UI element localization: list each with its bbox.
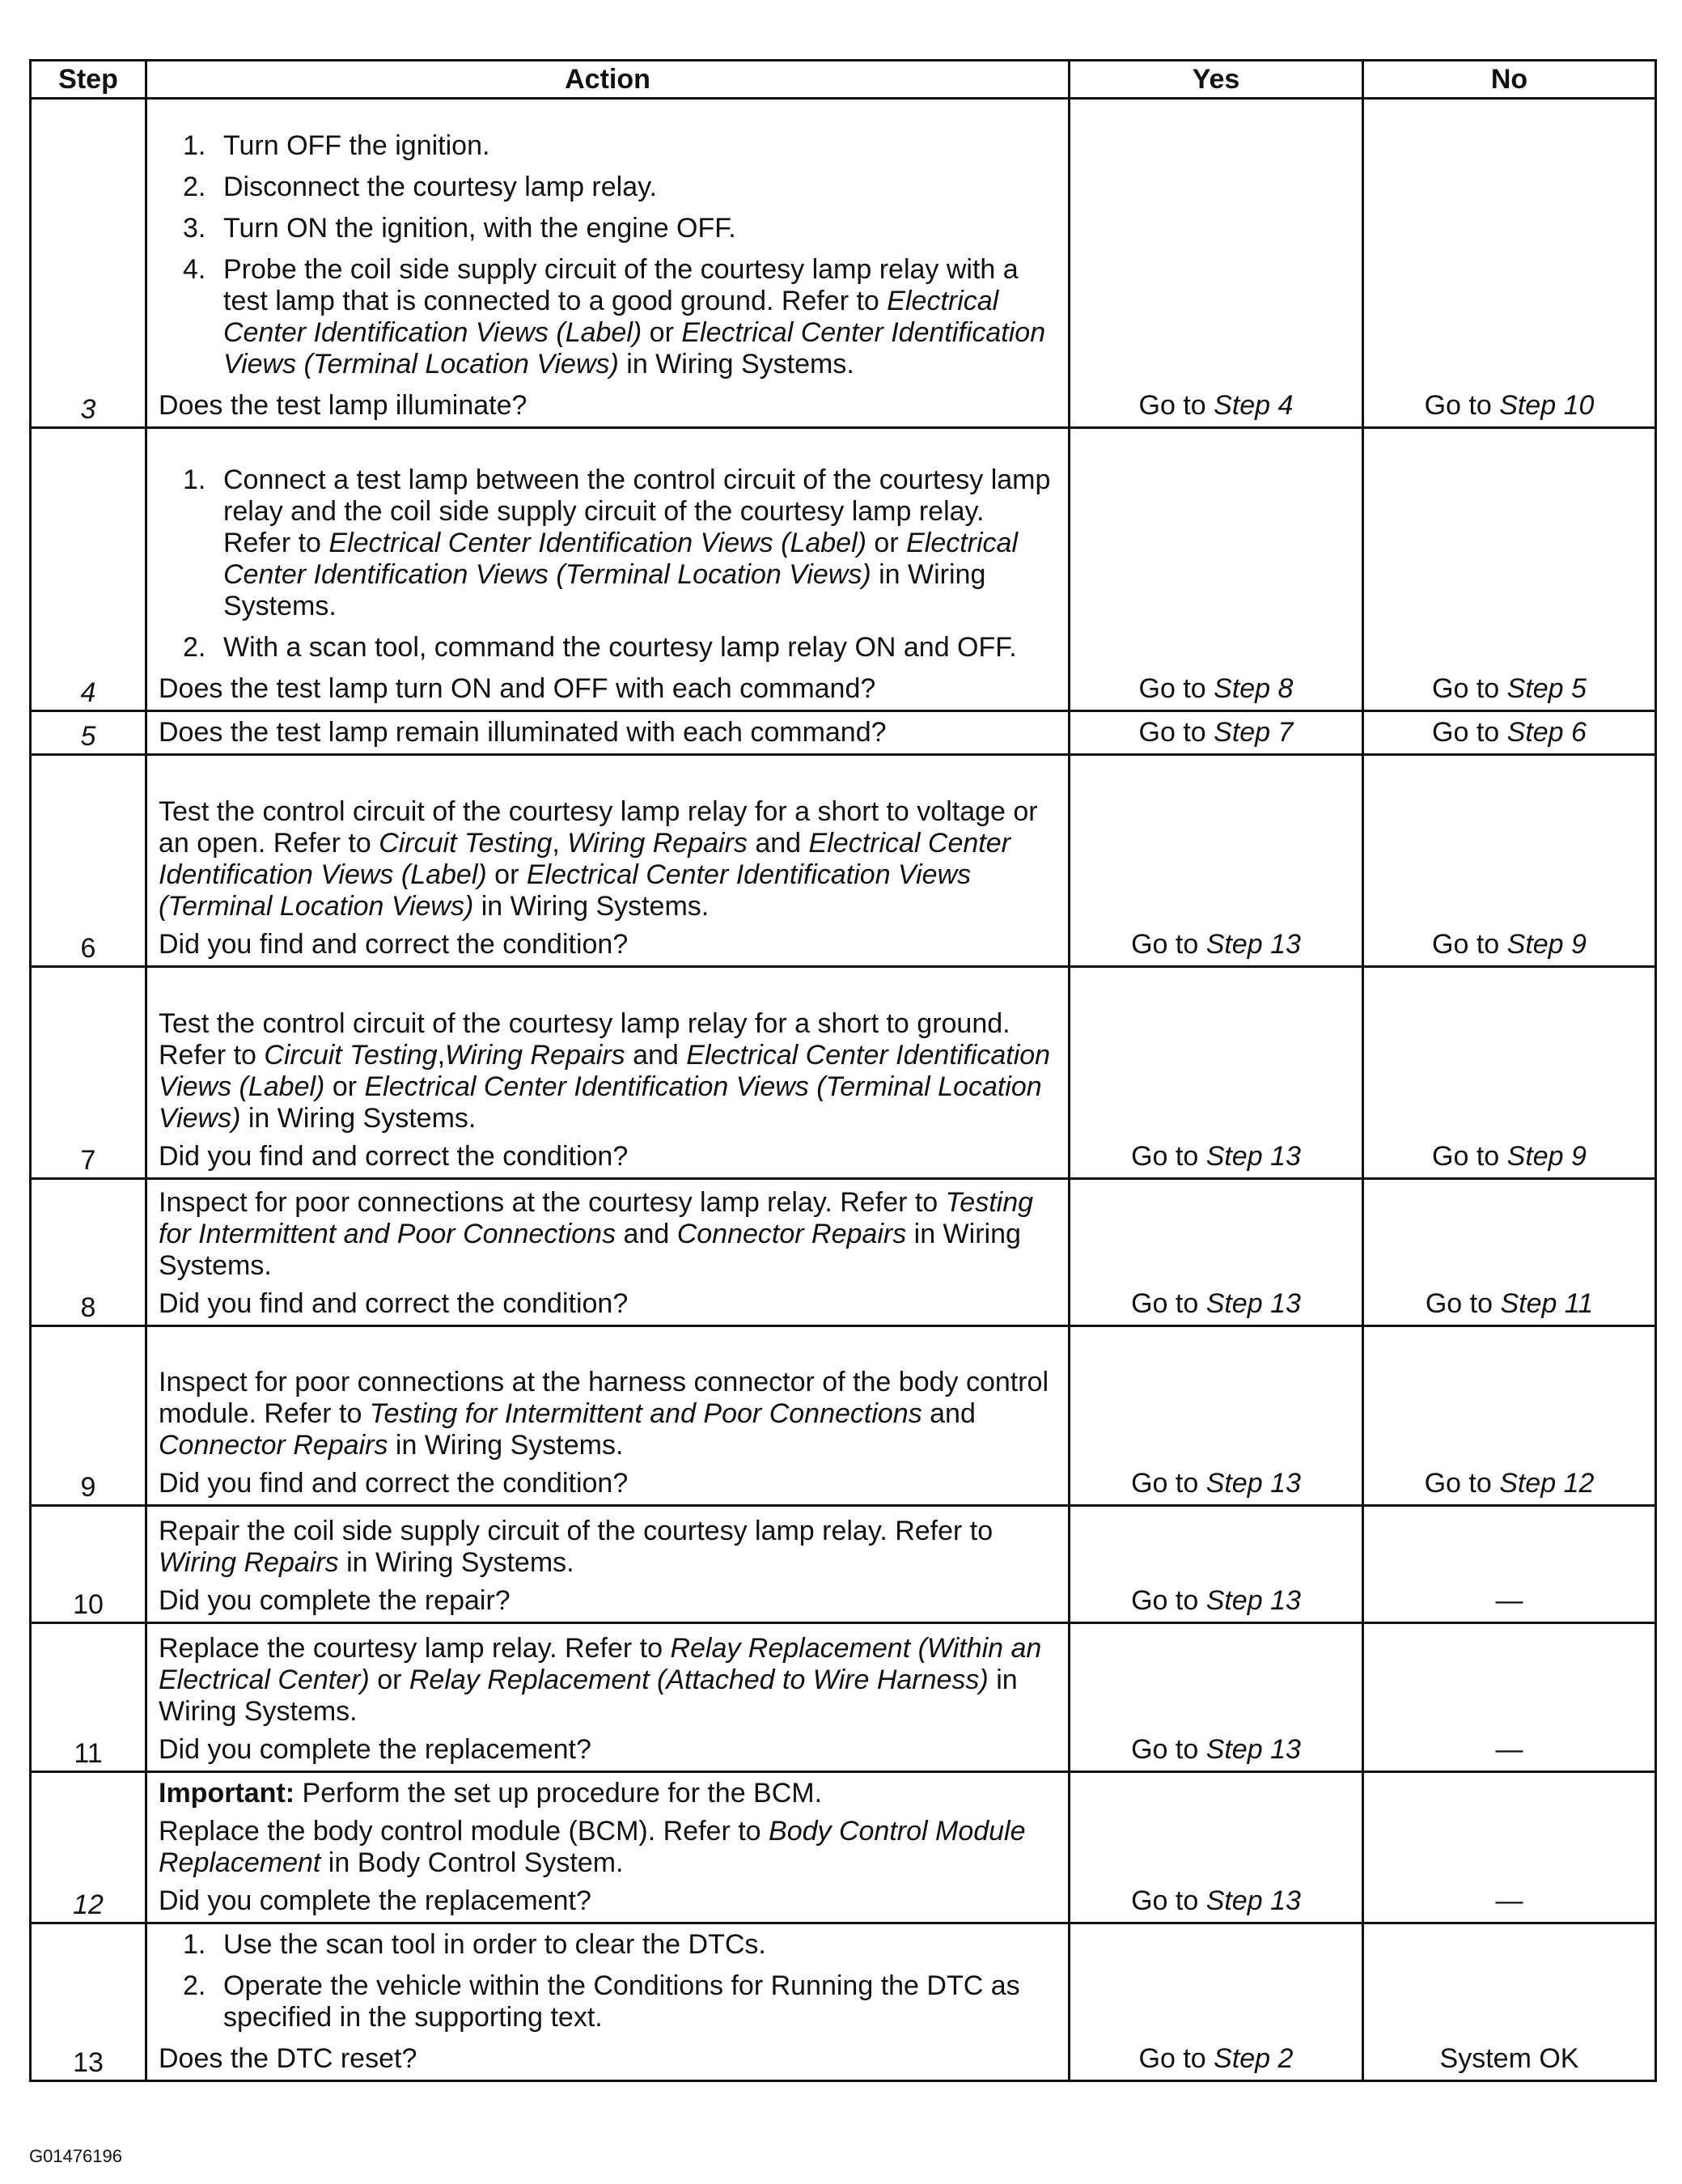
action-cell [146,428,1070,711]
step-number: 12 [31,1772,146,1923]
step-number: 3 [31,99,146,428]
action-cell [146,1623,1070,1772]
header-yes: Yes [1070,61,1363,99]
yes-result: Go to Step 4 [1070,99,1363,428]
list-item: 2. Operate the vehicle within the Conditions for Running the DTC as specified in the supporting text. [183,1970,1020,2033]
list-item: 1. Connect a test lamp between the control circuit of the courtesy lamp relay and the coil side supply circuit of the courtesy lamp relay. Refer to Electrical Center Identification Views (Label) or Electrical Center Identification Views (Terminal Location Views) in Wiring Systems. [183,464,1051,621]
question-text: Did you find and correct the condition? [159,1288,629,1319]
action-cell [146,1923,1070,2081]
no-result: Go to Step 5 [1363,428,1656,711]
step-number: 7 [31,967,146,1179]
table-row [31,1326,1656,1506]
yes-result: Go to Step 13 [1070,1506,1363,1623]
table-row [31,711,1656,755]
no-result: Go to Step 9 [1363,755,1656,967]
action-cell [146,1772,1070,1923]
step-number: 5 [31,711,146,755]
table-header-row [31,61,1656,99]
no-result: Go to Step 6 [1363,711,1656,755]
table-row [31,1772,1656,1923]
figure-id: G01476196 [29,2146,122,2166]
question-text: Did you find and correct the condition? [159,929,629,960]
table-row [31,1623,1656,1772]
list-item: 3. Turn ON the ignition, with the engine OFF. [183,213,736,244]
action-cell [146,99,1070,428]
no-result: System OK [1363,1923,1656,2081]
table-row [31,1179,1656,1326]
action-text: Test the control circuit of the courtesy lamp relay for a short to ground. Refer to Circuit Testing,Wiring Repairs and Electrical Center Identification Views (Label) or Electrical Center Identification Views (Terminal Location Views) in Wiring Systems. [159,1008,1051,1134]
list-item: 4. Probe the coil side supply circuit of the courtesy lamp relay with a test lamp that is connected to a good ground. Refer to Electrical Center Identification Views (Label) or Electrical Center Identification Views (Terminal Location Views) in Wiring Systems. [183,254,1046,380]
action-steps [159,130,1057,380]
action-cell [146,967,1070,1179]
step-number: 4 [31,428,146,711]
action-cell [146,1179,1070,1326]
action-text: Inspect for poor connections at the courtesy lamp relay. Refer to Testing for Intermittent and Poor Connections and Connector Repairs in Wiring Systems. [159,1187,1034,1281]
table-row [31,755,1656,967]
action-cell [146,711,1070,755]
yes-result: Go to Step 13 [1070,967,1363,1179]
step-number: 13 [31,1923,146,2081]
question-text: Does the DTC reset? [159,2043,417,2074]
table-row [31,967,1656,1179]
question-text: Did you complete the replacement? [159,1734,591,1765]
important-note [159,1778,1057,1809]
diagnostic-table [29,59,1657,2082]
question-text: Does the test lamp turn ON and OFF with each command? [159,673,876,704]
step-number: 6 [31,755,146,967]
action-text: Replace the body control module (BCM). Refer to Body Control Module Replacement in Body Control System. [159,1816,1026,1878]
yes-result: Go to Step 13 [1070,1772,1363,1923]
action-text: Test the control circuit of the courtesy lamp relay for a short to voltage or an open. Refer to Circuit Testing, Wiring Repairs and Electrical Center Identification Views (Label) or Electrical Center Identification Views (Terminal Location Views) in Wiring Systems. [159,796,1038,922]
question-text: Did you complete the replacement? [159,1885,591,1916]
diagnostic-page [29,59,1654,2082]
yes-result: Go to Step 13 [1070,1623,1363,1772]
no-result: Go to Step 9 [1363,967,1656,1179]
step-number: 10 [31,1506,146,1623]
table-row [31,99,1656,428]
table-row [31,1923,1656,2081]
question-text: Did you complete the repair? [159,1585,511,1616]
table-row [31,428,1656,711]
no-result: Go to Step 11 [1363,1179,1656,1326]
list-item: 2. Disconnect the courtesy lamp relay. [183,172,658,202]
question-text: Does the test lamp illuminate? [159,390,527,421]
yes-result: Go to Step 13 [1070,755,1363,967]
yes-result: Go to Step 2 [1070,1923,1363,2081]
no-result: — [1363,1506,1656,1623]
action-cell [146,1506,1070,1623]
table-row [31,1506,1656,1623]
step-number: 11 [31,1623,146,1772]
header-no: No [1363,61,1656,99]
list-item: 1. Use the scan tool in order to clear the DTCs. [183,1929,766,1960]
no-result: Go to Step 10 [1363,99,1656,428]
list-item: 1. Turn OFF the ignition. [183,130,490,161]
action-steps [159,1929,1057,2033]
question-text: Does the test lamp remain illuminated with each command? [159,717,887,748]
header-action: Action [146,61,1070,99]
no-result: Go to Step 12 [1363,1326,1656,1506]
no-result: — [1363,1623,1656,1772]
action-cell [146,1326,1070,1506]
important-text: Perform the set up procedure for the BCM. [302,1778,823,1809]
step-number: 9 [31,1326,146,1506]
list-item: 2. With a scan tool, command the courtesy lamp relay ON and OFF. [183,632,1017,663]
important-label: Important: [159,1778,295,1809]
action-text: Repair the coil side supply circuit of the courtesy lamp relay. Refer to Wiring Repairs in Wiring Systems. [159,1516,994,1578]
action-steps [159,464,1057,664]
question-text: Did you find and correct the condition? [159,1141,629,1172]
no-result: — [1363,1772,1656,1923]
step-number: 8 [31,1179,146,1326]
yes-result: Go to Step 13 [1070,1179,1363,1326]
action-text: Inspect for poor connections at the harness connector of the body control module. Refer to Testing for Intermittent and Poor Connections and Connector Repairs in Wiring Systems. [159,1367,1049,1461]
yes-result: Go to Step 13 [1070,1326,1363,1506]
yes-result: Go to Step 8 [1070,428,1363,711]
action-text: Replace the courtesy lamp relay. Refer to Relay Replacement (Within an Electrical Center) or Relay Replacement (Attached to Wire Harness) in Wiring Systems. [159,1633,1042,1727]
question-text: Did you find and correct the condition? [159,1468,629,1499]
yes-result: Go to Step 7 [1070,711,1363,755]
header-step: Step [31,61,146,99]
action-cell [146,755,1070,967]
